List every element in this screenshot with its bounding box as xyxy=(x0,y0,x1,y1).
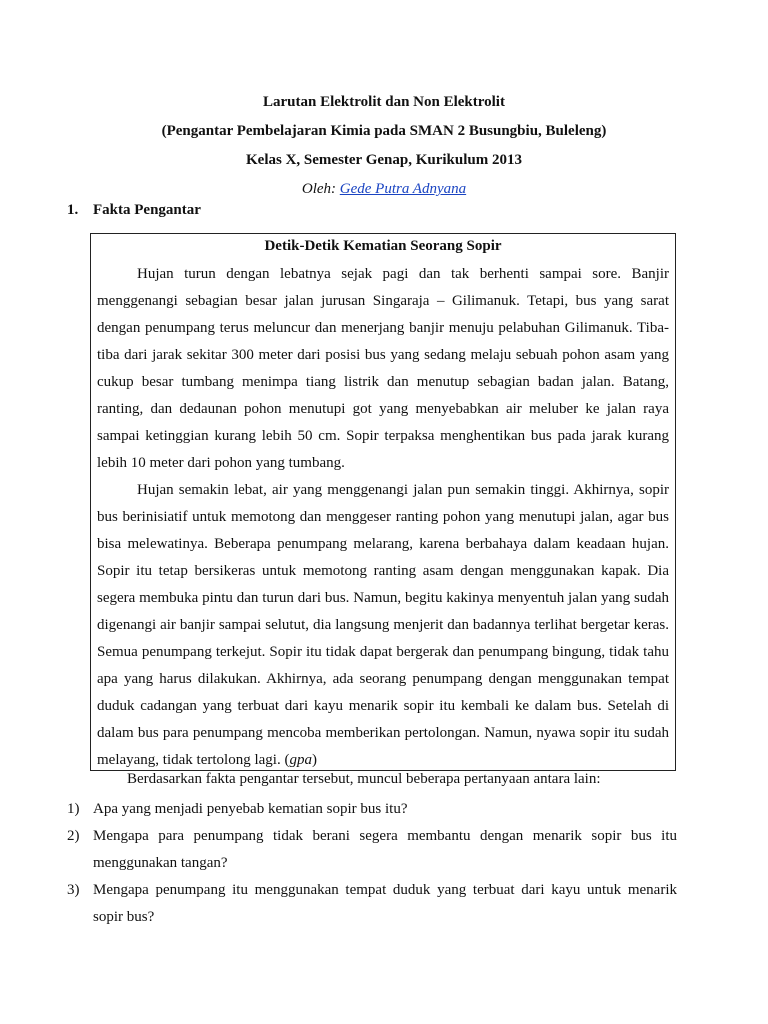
question-number: 3) xyxy=(67,882,80,898)
section-heading xyxy=(67,199,201,221)
source-tag: gpa xyxy=(289,752,312,768)
document-header xyxy=(0,88,768,204)
author-prefix: Oleh: xyxy=(301,181,337,197)
document-subtitle: (Pengantar Pembelajaran Kimia pada SMAN 2 Busungbiu, Buleleng) xyxy=(161,123,607,139)
question-text: Mengapa para penumpang tidak berani segera membantu dengan menarik sopir bus itu menggunakan tangan? xyxy=(93,828,677,871)
question-item xyxy=(67,823,677,877)
question-text: Apa yang menjadi penyebab kematian sopir bus itu? xyxy=(93,801,408,817)
question-text: Mengapa penumpang itu menggunakan tempat duduk yang terbuat dari kayu untuk menarik sopir bus? xyxy=(93,882,677,925)
story-paragraph-1: Hujan turun dengan lebatnya sejak pagi dan tak berhenti sampai sore. Banjir menggenangi sebagian besar jalan jurusan Singaraja – Gilimanuk. Tetapi, bus yang sarat dengan penumpang terus meluncur dan menerjang banjir menuju pelabuhan Gilimanuk. Tiba-tiba dari jarak sekitar 300 meter dari posisi bus yang sedang melaju sebuah pohon asam yang cukup besar tumbang menimpa tiang listrik dan menutup sebagian badan jalan. Batang, ranting, dan dedaunan pohon menutupi got yang menyebabkan air meluber ke jalan raya sampai ketinggian kurang lebih 50 cm. Sopir terpaksa menghentikan bus pada jarak kurang lebih 10 meter dari pohon yang tumbang. xyxy=(97,266,669,471)
questions-intro: Berdasarkan fakta pengantar tersebut, muncul beberapa pertanyaan antara lain: xyxy=(127,771,601,787)
document-title: Larutan Elektrolit dan Non Elektrolit xyxy=(263,94,505,110)
story-paragraph-2 xyxy=(97,477,669,774)
question-item xyxy=(67,877,677,931)
question-number: 2) xyxy=(67,828,80,844)
story-paragraph-2-end: ) xyxy=(311,752,317,768)
section-title: Fakta Pengantar xyxy=(93,202,201,218)
story-paragraph-2-text: Hujan semakin lebat, air yang menggenangi jalan pun semakin tinggi. Akhirnya, sopir bus berinisiatif untuk memotong dan menggeser ranting pohon yang menutupi jalan, agar bus bisa melewatinya. Beberapa penumpang melarang, karena berbahaya dalam keadaan hujan. Sopir itu tetap bersikeras untuk memotong ranting asam dengan menggunakan kapak. Dia segera membuka pintu dan turun dari bus. Namun, begitu kakinya menyentuh jalan yang sudah digenangi air banjir sampai selutut, dia langsung menjerit dan badannya terlihat bergetar keras. Semua penumpang terkejut. Sopir itu tidak dapat bergerak dan penumpang bingung, tidak tahu apa yang harus dilakukan. Akhirnya, ada seorang penumpang dengan menggunakan tempat duduk cadangan yang terbuat dari kayu menarik sopir itu kembali ke dalam bus. Setelah di dalam bus para penumpang mencoba memberikan pertolongan. Namun, nyawa sopir itu sudah melayang, tidak tertolong lagi. ( xyxy=(97,482,669,768)
question-list xyxy=(67,796,677,931)
story-title: Detik-Detik Kematian Seorang Sopir xyxy=(264,238,502,254)
question-item xyxy=(67,796,677,823)
question-number: 1) xyxy=(67,801,80,817)
class-info: Kelas X, Semester Genap, Kurikulum 2013 xyxy=(246,152,522,168)
section-number: 1. xyxy=(67,202,79,218)
story-box xyxy=(90,233,676,771)
author-link[interactable]: Gede Putra Adnyana xyxy=(339,181,467,197)
